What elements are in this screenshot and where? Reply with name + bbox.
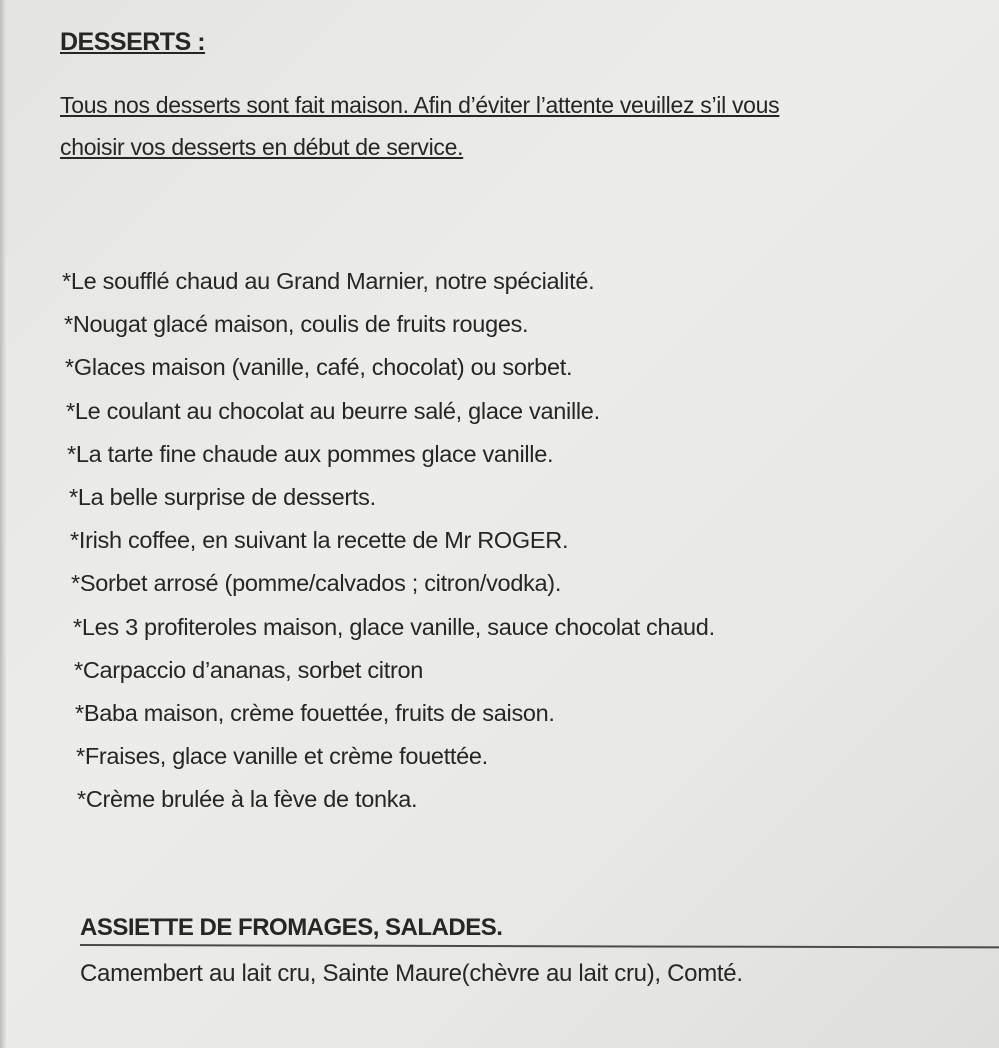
cheese-heading-underline — [80, 944, 999, 948]
dessert-item: *Fraises, glace vanille et crème fouettée. — [76, 743, 488, 770]
dessert-item: *La tarte fine chaude aux pommes glace vanille. — [67, 440, 554, 467]
cheese-list: Camembert au lait cru, Sainte Maure(chèvre au lait cru), Comté. — [80, 960, 743, 987]
dessert-item: *Baba maison, crème fouettée, fruits de saison. — [75, 699, 555, 726]
dessert-item: *Le soufflé chaud au Grand Marnier, notre spécialité. — [62, 268, 595, 294]
desserts-heading: DESSERTS : — [60, 28, 206, 56]
dessert-item: *Nougat glacé maison, coulis de fruits rouges. — [64, 311, 529, 338]
dessert-item: *Crème brulée à la fève de tonka. — [77, 786, 418, 813]
desserts-intro — [60, 84, 999, 168]
dessert-item: *Carpaccio d’ananas, sorbet citron — [74, 656, 424, 683]
intro-line-2: choisir vos desserts en début de service. — [60, 134, 464, 160]
dessert-item: *Sorbet arrosé (pomme/calvados ; citron/vodka). — [71, 570, 562, 597]
dessert-item: *Irish coffee, en suivant la recette de Mr ROGER. — [70, 527, 569, 554]
dessert-item: *Glaces maison (vanille, café, chocolat) ou sorbet. — [65, 354, 573, 381]
dessert-list — [0, 260, 715, 821]
cheese-heading: ASSIETTE DE FROMAGES, SALADES. — [80, 914, 503, 941]
dessert-item: *La belle surprise de desserts. — [69, 483, 376, 510]
dessert-item: *Le coulant au chocolat au beurre salé, glace vanille. — [66, 397, 600, 424]
dessert-item: *Les 3 profiteroles maison, glace vanille, sauce chocolat chaud. — [73, 613, 715, 640]
intro-line-1: Tous nos desserts sont fait maison. Afin d’éviter l’attente veuillez s’il vous — [60, 92, 780, 118]
